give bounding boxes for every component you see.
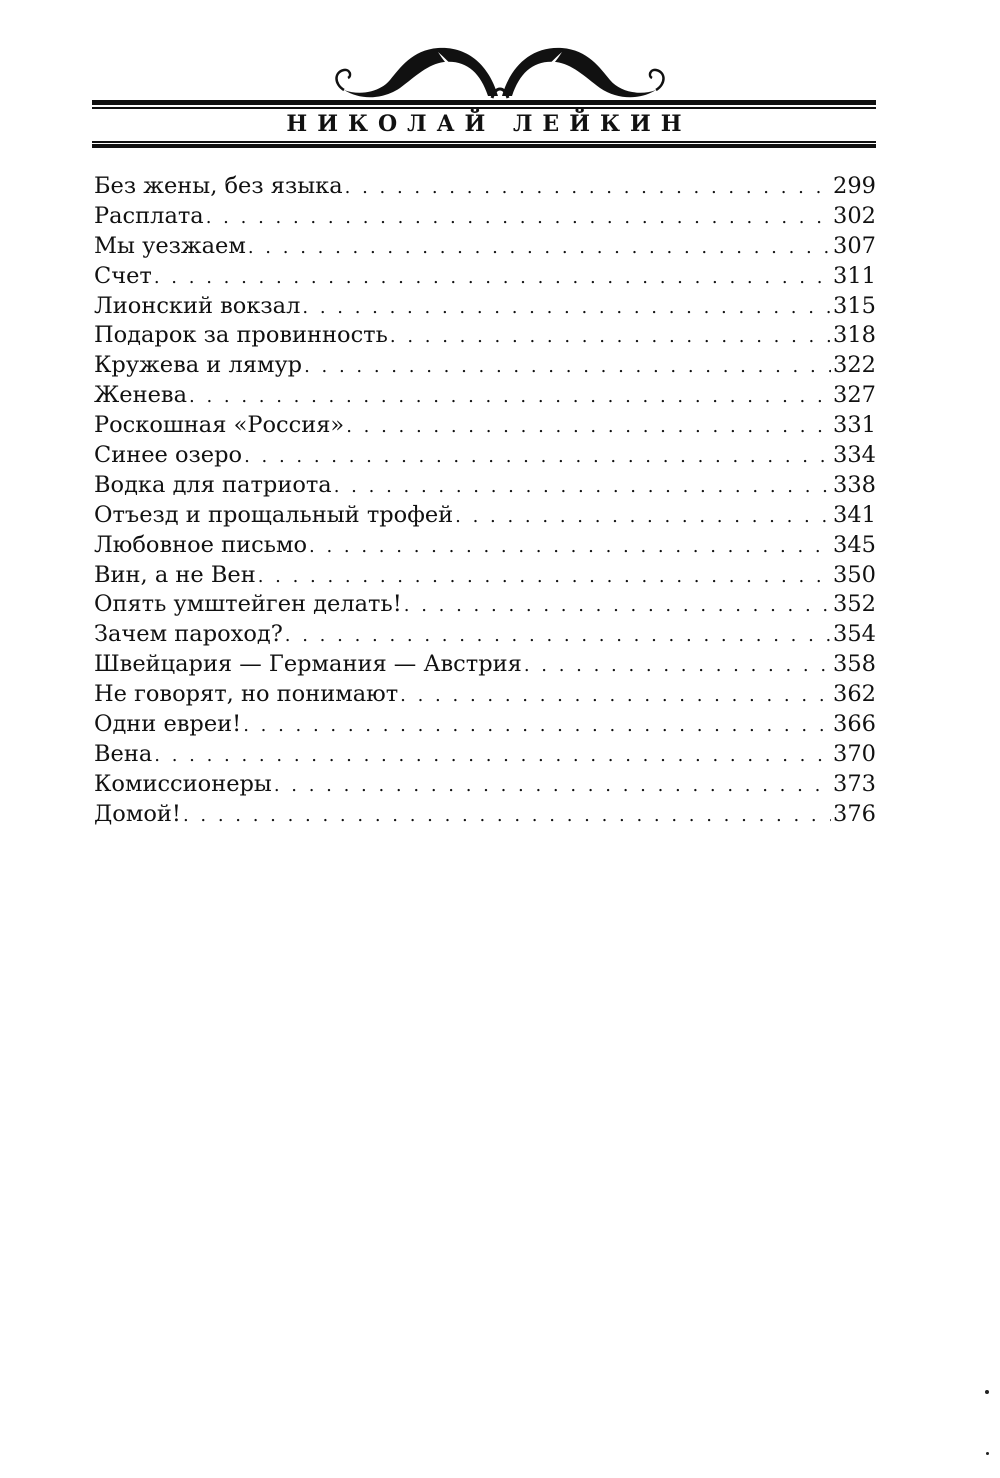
toc-entry <box>94 501 876 531</box>
toc-entry-title: Подарок за провинность <box>94 322 388 349</box>
toc-dot-leader <box>345 173 831 203</box>
toc-dot-leader <box>309 532 831 562</box>
toc-dot-leader <box>285 621 831 651</box>
toc-entry-page: 322 <box>833 352 876 379</box>
toc-dot-leader <box>455 502 831 532</box>
scan-speck <box>985 1390 989 1394</box>
toc-entry-title: Комиссионеры <box>94 770 272 797</box>
toc-entry-title: Счет <box>94 262 152 289</box>
toc-entry-title: Вена <box>94 740 153 767</box>
toc-dot-leader <box>302 293 831 323</box>
toc-entry-title: Кружева и лямур <box>94 352 303 379</box>
toc-entry-page: 345 <box>833 531 876 558</box>
toc-dot-leader <box>404 591 831 621</box>
toc-entry-title: Женева <box>94 382 187 409</box>
toc-entry-page: 302 <box>833 202 876 229</box>
running-header-author: НИКОЛАЙ ЛЕЙКИН <box>286 111 692 137</box>
toc-entry-title: Домой! <box>94 800 181 827</box>
toc-entry-page: 311 <box>833 262 876 289</box>
toc-dot-leader <box>189 382 831 412</box>
toc-entry-page: 338 <box>833 471 876 498</box>
toc-entry-page: 327 <box>833 382 876 409</box>
toc-dot-leader <box>206 203 831 233</box>
toc-entry-title: Роскошная «Россия» <box>94 412 345 439</box>
toc-dot-leader <box>346 412 831 442</box>
toc-entry-page: 307 <box>833 232 876 259</box>
toc-entry-page: 334 <box>833 442 876 469</box>
toc-entry-page: 331 <box>833 412 876 439</box>
toc-entry-page: 352 <box>833 591 876 618</box>
header-rule-bottom-thick <box>92 144 876 148</box>
toc-dot-leader <box>304 352 831 382</box>
toc-entry <box>94 351 876 381</box>
toc-dot-leader <box>154 741 831 771</box>
toc-entry-page: 341 <box>833 501 876 528</box>
toc-entry <box>94 680 876 710</box>
toc-entry-page: 373 <box>833 770 876 797</box>
toc-entry <box>94 620 876 650</box>
toc-entry <box>94 232 876 262</box>
toc-entry-title: Синее озеро <box>94 442 243 469</box>
toc-entry-title: Любовное письмо <box>94 531 308 558</box>
table-of-contents <box>94 172 876 830</box>
toc-entry <box>94 471 876 501</box>
toc-entry <box>94 650 876 680</box>
toc-entry <box>94 321 876 351</box>
toc-entry <box>94 590 876 620</box>
toc-entry-title: Отъезд и прощальный трофей <box>94 501 454 528</box>
toc-entry <box>94 411 876 441</box>
toc-dot-leader <box>274 771 831 801</box>
toc-entry <box>94 770 876 800</box>
toc-entry-page: 350 <box>833 561 876 588</box>
toc-entry-title: Лионский вокзал <box>94 292 301 319</box>
toc-entry-title: Не говорят, но понимают <box>94 681 399 708</box>
toc-dot-leader <box>154 263 831 293</box>
toc-dot-leader <box>390 322 831 352</box>
toc-entry <box>94 202 876 232</box>
toc-entry-title: Швейцария — Германия — Австрия <box>94 651 522 678</box>
toc-entry-page: 358 <box>833 651 876 678</box>
toc-entry <box>94 172 876 202</box>
toc-entry <box>94 740 876 770</box>
toc-entry <box>94 710 876 740</box>
toc-entry-title: Без жены, без языка <box>94 173 343 199</box>
toc-entry-page: 362 <box>833 681 876 708</box>
header-rule-bottom-thin <box>92 141 876 143</box>
toc-entry-page: 354 <box>833 621 876 648</box>
toc-entry-title: Водка для патриота <box>94 471 332 498</box>
toc-dot-leader <box>243 711 831 741</box>
toc-entry <box>94 262 876 292</box>
toc-entry-page: 315 <box>833 292 876 319</box>
toc-entry-page: 299 <box>833 173 876 199</box>
toc-entry-title: Опять умштейген делать! <box>94 591 402 618</box>
toc-entry-title: Зачем пароход? <box>94 621 283 648</box>
toc-entry <box>94 531 876 561</box>
toc-entry-page: 376 <box>833 800 876 827</box>
toc-dot-leader <box>248 233 831 263</box>
toc-entry-title: Мы уезжаем <box>94 232 246 259</box>
header-rule-top-thick <box>92 100 876 105</box>
toc-entry-page: 370 <box>833 740 876 767</box>
toc-entry-title: Вин, а не Вен <box>94 561 256 588</box>
scan-speck <box>986 1452 989 1455</box>
toc-entry <box>94 381 876 411</box>
toc-entry <box>94 441 876 471</box>
toc-dot-leader <box>244 442 831 472</box>
toc-dot-leader <box>183 801 831 831</box>
toc-entry <box>94 292 876 322</box>
toc-entry-title: Одни евреи! <box>94 711 242 738</box>
toc-entry-title: Расплата <box>94 202 204 229</box>
header-ornament <box>320 38 680 102</box>
toc-dot-leader <box>258 562 831 592</box>
toc-entry-page: 318 <box>833 322 876 349</box>
toc-entry <box>94 561 876 591</box>
toc-dot-leader <box>334 472 831 502</box>
toc-entry <box>94 800 876 830</box>
toc-dot-leader <box>524 651 831 681</box>
toc-dot-leader <box>400 681 831 711</box>
toc-entry-page: 366 <box>833 711 876 738</box>
